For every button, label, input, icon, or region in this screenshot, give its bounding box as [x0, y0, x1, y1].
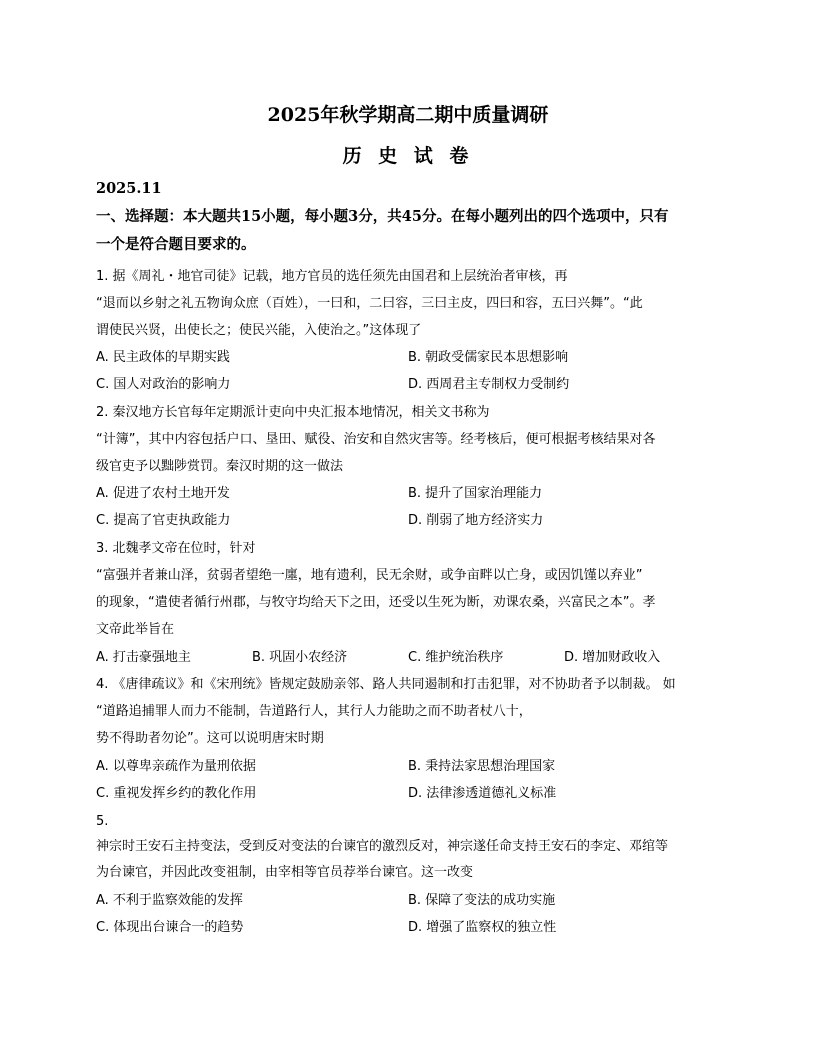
- q4-stem-line-2: “道路追捕罪人而力不能制，告道路行人，其行人力能助之而不助者杖八十，: [96, 704, 532, 719]
- q2-option-b[interactable]: B. 提升了国家治理能力: [408, 486, 543, 501]
- q4-option-d[interactable]: D. 法律渗透道德礼义标准: [408, 786, 557, 801]
- q3-option-b[interactable]: B. 巩固小农经济: [252, 650, 348, 665]
- q3-stem-line-4: 文帝此举旨在: [96, 622, 175, 637]
- section-heading-line-1: 一、选择题：本大题共15小题，每小题3分，共45分。在每小题列出的四个选项中，只有: [96, 208, 669, 225]
- q3-option-c[interactable]: C. 维护统治秩序: [408, 650, 504, 665]
- q3-option-d[interactable]: D. 增加财政收入: [564, 650, 661, 665]
- q1-stem-line-2: “退而以乡射之礼五物询众庶（百姓），一曰和，二曰容，三曰主皮，四曰和容，五曰兴舞”。“此: [96, 296, 643, 311]
- q5-option-c[interactable]: C. 体现出台谏合一的趋势: [96, 920, 244, 935]
- q1-stem-line-3: 谓使民兴贤，出使长之；使民兴能，入使治之。”这体现了: [96, 323, 422, 338]
- q2-stem-line-2: “计簿”，其中内容包括户口、垦田、赋役、治安和自然灾害等。经考核后，便可根据考核结果对各: [96, 432, 656, 447]
- q4-option-b[interactable]: B. 秉持法家思想治理国家: [408, 759, 556, 774]
- q1-stem-line-1: 1. 据《周礼・地官司徒》记载，地方官员的选任须先由国君和上层统治者审核，再: [96, 269, 568, 284]
- q2-option-a[interactable]: A. 促进了农村土地开发: [96, 486, 230, 501]
- q2-stem-line-1: 2. 秦汉地方长官每年定期派计吏向中央汇报本地情况，相关文书称为: [96, 405, 490, 420]
- q4-option-a[interactable]: A. 以尊卑亲疏作为量刑依据: [96, 759, 256, 774]
- q5-option-a[interactable]: A. 不利于监察效能的发挥: [96, 893, 243, 908]
- q5-option-d[interactable]: D. 增强了监察权的独立性: [408, 920, 557, 935]
- q2-option-d[interactable]: D. 削弱了地方经济实力: [408, 513, 544, 528]
- exam-subject: 历 史 试 卷: [342, 145, 474, 167]
- section-heading-line-2: 一个是符合题目要求的。: [96, 236, 256, 253]
- q5-stem-line-3: 为台谏官，并因此改变祖制，由宰相等官员荐举台谏官。这一改变: [96, 865, 474, 880]
- q3-option-a[interactable]: A. 打击豪强地主: [96, 650, 191, 665]
- q4-stem-line-3: 势不得助者勿论”。这可以说明唐宋时期: [96, 731, 324, 746]
- exam-date: 2025.11: [96, 180, 162, 197]
- q5-stem-line-2: 神宗时王安石主持变法，受到反对变法的台谏官的激烈反对，神宗遂任命支持王安石的李定、邓绾等: [96, 839, 669, 854]
- exam-title: 2025年秋学期高二期中质量调研: [267, 104, 549, 126]
- q2-option-c[interactable]: C. 提高了官吏执政能力: [96, 513, 231, 528]
- q1-option-c[interactable]: C. 国人对政治的影响力: [96, 377, 231, 392]
- q4-stem-line-1: 4. 《唐律疏议》和《宋刑统》皆规定鼓励亲邻、路人共同遏制和打击犯罪，对不协助者予以制裁。 如: [96, 677, 676, 692]
- q5-stem-line-1: 5.: [96, 814, 109, 829]
- q4-option-c[interactable]: C. 重视发挥乡约的教化作用: [96, 786, 257, 801]
- q1-option-a[interactable]: A. 民主政体的早期实践: [96, 350, 230, 365]
- q1-option-d[interactable]: D. 西周君主专制权力受制约: [408, 377, 570, 392]
- q1-option-b[interactable]: B. 朝政受儒家民本思想影响: [408, 350, 569, 365]
- q3-stem-line-2: “富强并者兼山泽，贫弱者望绝一廛，地有遗利，民无余财，或争亩畔以亡身，或因饥馑以弃业”: [96, 568, 643, 583]
- q5-option-b[interactable]: B. 保障了变法的成功实施: [408, 893, 556, 908]
- q3-stem-line-3: 的现象，“遣使者循行州郡，与牧守均给天下之田，还受以生死为断，劝课农桑，兴富民之本”。孝: [96, 595, 656, 610]
- q2-stem-line-3: 级官吏予以黜陟赏罚。秦汉时期的这一做法: [96, 459, 344, 474]
- q3-stem-line-1: 3. 北魏孝文帝在位时，针对: [96, 541, 256, 556]
